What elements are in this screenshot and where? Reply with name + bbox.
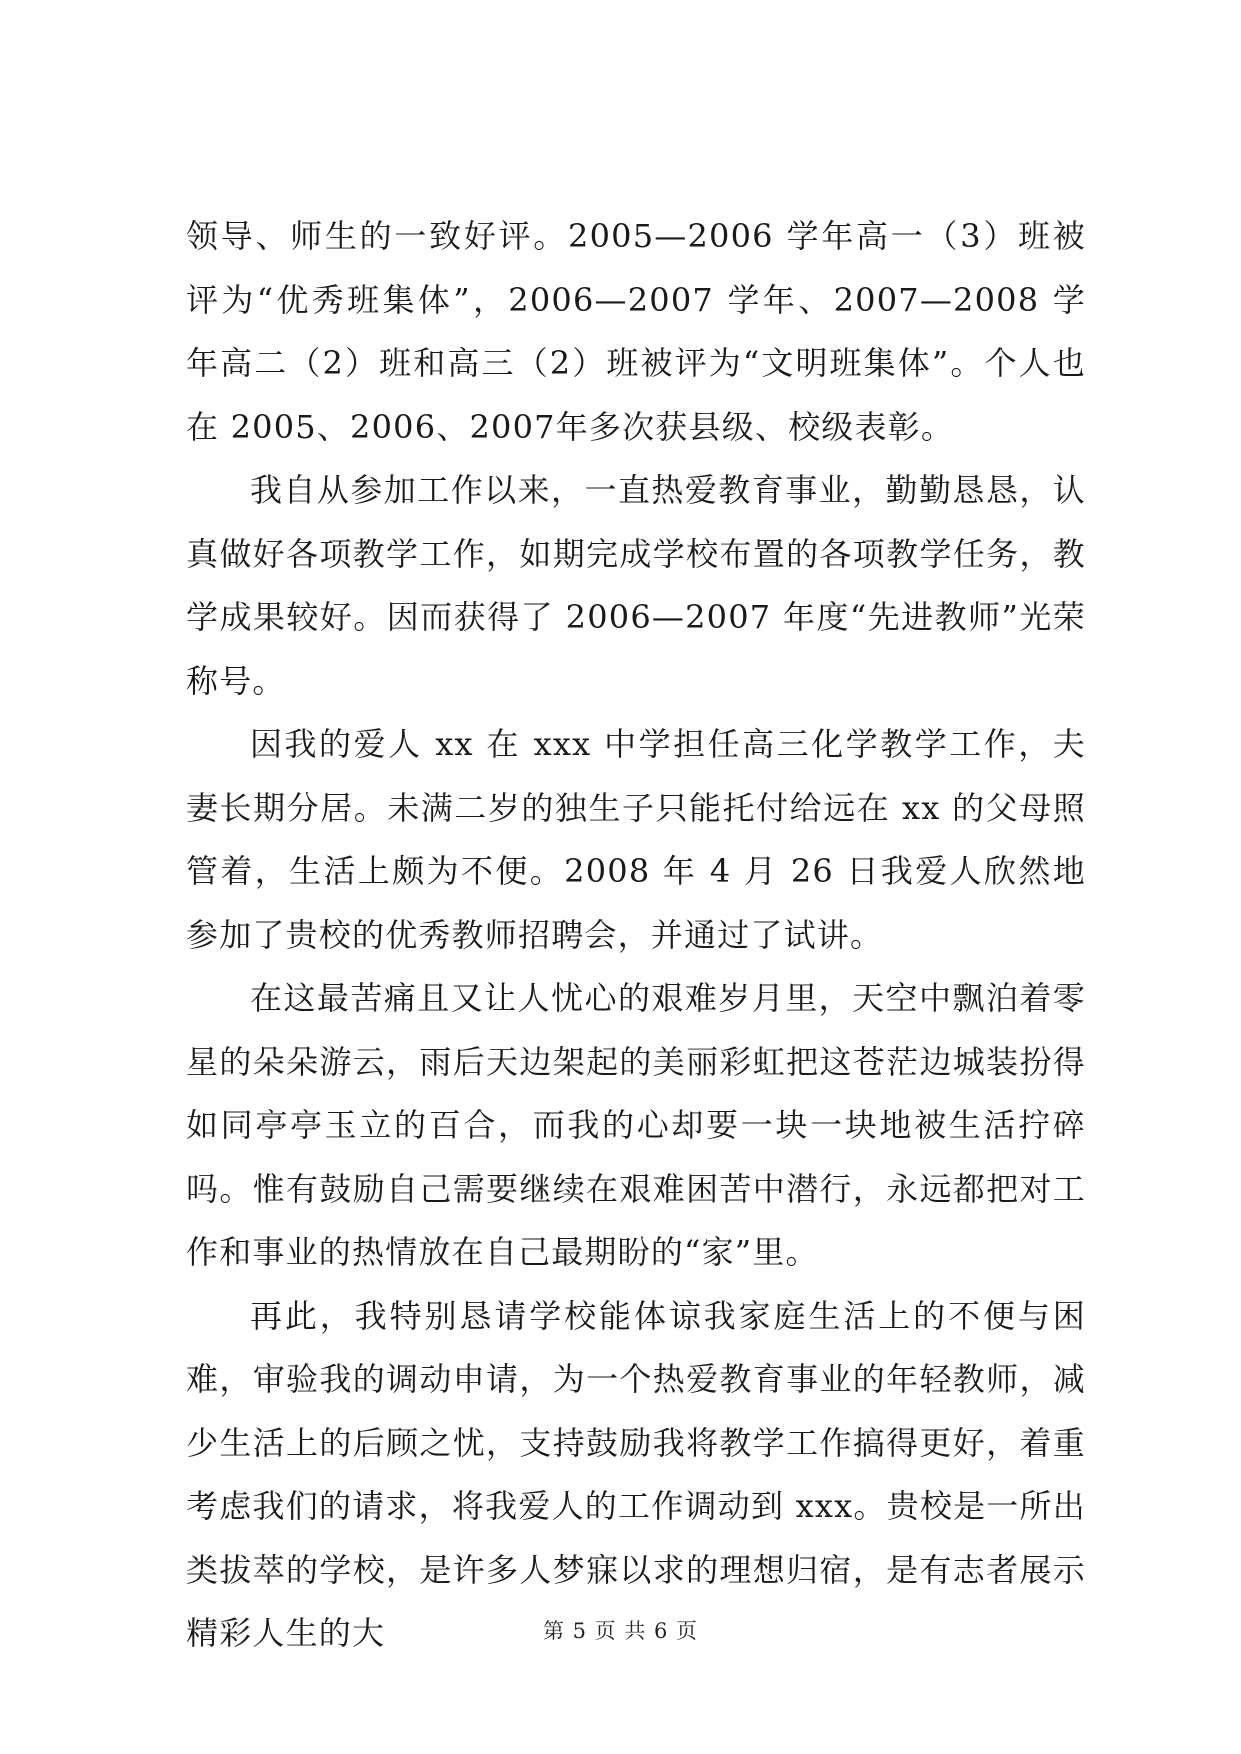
text-line: 的请求，将我爱人的工作调动到 xxx。贵校是一所出类拔萃的学 (186, 1487, 1086, 1589)
page-number-footer: 第 5 页 共 6 页 (542, 1619, 699, 1643)
document-body (186, 205, 1086, 1666)
paragraph-4 (186, 967, 1086, 1285)
text-line: 优秀教师招聘会，并通过了试讲。 (385, 915, 884, 954)
text-line: 高三（2）班被评为“文明班集体”。个人也在 2005、2006、2007 (186, 344, 1086, 446)
paragraph-3 (186, 713, 1086, 967)
text-line: 期分居。未满二岁的独生子只能托付给远在 xx 的父母照管着， (186, 788, 1086, 890)
text-line: 校，是许多人梦寐以求的理想归宿，是有志者展示精彩人生的大 (186, 1550, 1086, 1652)
text-line: 年多次获县级、校级表彰。 (555, 407, 955, 446)
text-line: 做好各项教学工作，如期完成学校布置的各项教学任务，教学成 (186, 534, 1087, 636)
text-line: 上的后顾之忧，支持鼓励我将教学工作搞得更好，着重考虑我们 (186, 1423, 1086, 1525)
paragraph-5 (186, 1285, 1086, 1666)
text-line: 我自从参加工作以来，一直热爱教育事业，勤勤恳恳，认真 (186, 471, 1086, 573)
text-line: 秀班集体”，2006—2007 学年、2007—2008 学年高二（2）班和 (186, 280, 1086, 382)
text-line: 生活上颇为不便。2008 年 4 月 26 日我爱人欣然地参加了贵校的 (186, 852, 1086, 954)
paragraph-1 (186, 205, 1086, 459)
text-line: 的朵朵游云，雨后天边架起的美丽彩虹把这苍茫边城装扮得如同 (186, 1042, 1087, 1144)
paragraph-2 (186, 459, 1086, 713)
text-line: 在这最苦痛且又让人忧心的艰难岁月里，天空中飘泊着零星 (186, 979, 1086, 1081)
text-line: 再此，我特别恳请学校能体谅我家庭生活上的不便与困难， (186, 1296, 1086, 1398)
text-line: 热情放在自己最期盼的“家”里。 (352, 1233, 819, 1271)
text-line: 果较好。因而获得了 2006—2007 年度“先进教师”光荣称号。 (186, 598, 1086, 700)
text-line: 审验我的调动申请，为一个热爱教育事业的年轻教师，减少生活 (186, 1360, 1086, 1462)
text-line: 鼓励自己需要继续在艰难困苦中潜行，永远都把对工作和事业的 (186, 1169, 1086, 1271)
text-line: 领导、师生的一致好评。2005—2006 学年高一（3）班被评为“优 (186, 217, 1086, 319)
text-line: 因我的爱人 xx 在 xxx 中学担任高三化学教学工作，夫妻长 (186, 725, 1086, 827)
text-line: 亭亭玉立的百合，而我的心却要一块一块地被生活拧碎吗。惟有 (186, 1106, 1086, 1208)
